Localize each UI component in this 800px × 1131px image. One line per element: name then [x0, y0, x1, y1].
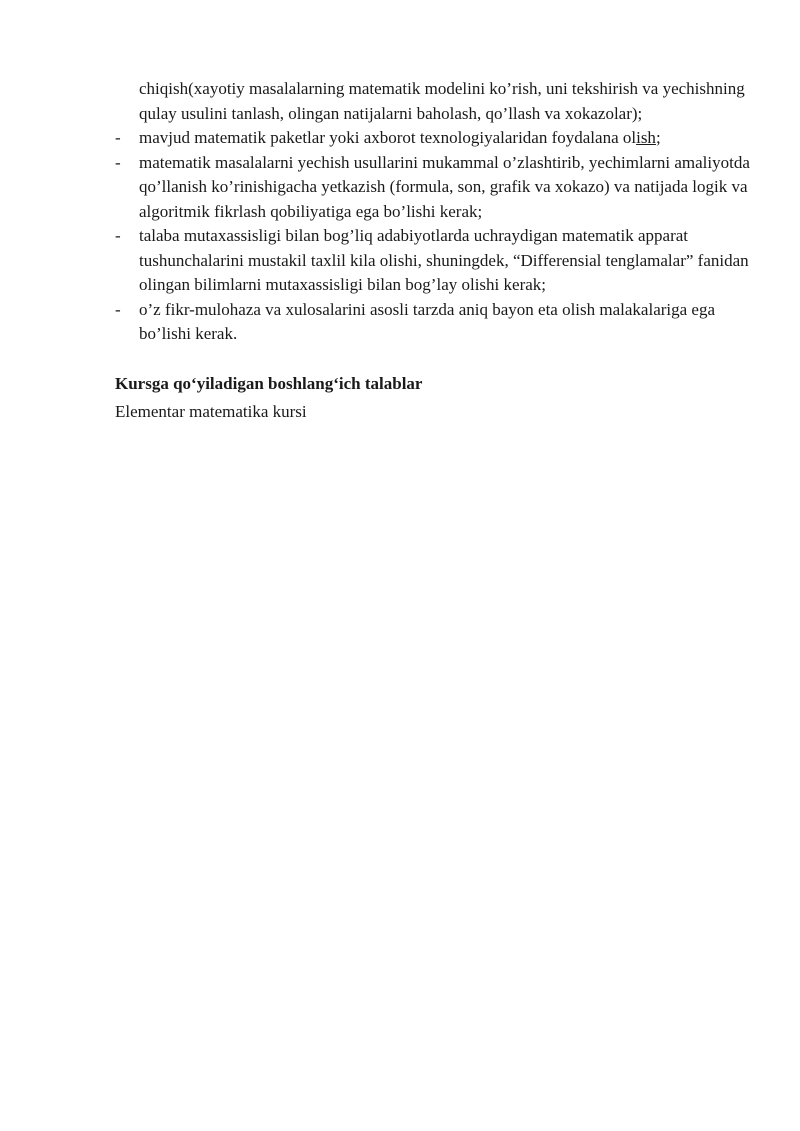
- section-heading: Kursga qo‘yiladigan boshlang‘ich talablar: [115, 373, 423, 393]
- document-content: [115, 77, 755, 425]
- list-item: [115, 126, 755, 151]
- list-item-text-end: ;: [655, 128, 661, 147]
- list-item: [115, 298, 755, 347]
- requirements-list: [115, 126, 755, 347]
- section-body: Elementar matematika kursi: [115, 402, 307, 421]
- list-item: [115, 224, 755, 298]
- list-item: [115, 151, 755, 225]
- bullet-dash: -: [115, 152, 121, 172]
- bullet-dash: -: [115, 226, 121, 245]
- list-item-text: o’z fikr-mulohaza va xulosalarini asosli tarzda aniq bayon eta olish malakalariga ega bo’lishi kerak.: [139, 299, 716, 343]
- bullet-dash: -: [115, 299, 121, 319]
- list-item-text: matematik masalalarni yechish usullarini mukammal o’zlashtirib, yechimlarni amaliyotda qo’llanish ko’rinishigacha yetkazish (formula, son, grafik va xokazo) va natijada logik va algoritmik fikrlash qobiliyatiga ega bo’lishi kerak;: [139, 152, 750, 221]
- list-item-text: talaba mutaxassisligi bilan bog’liq adabiyotlarda uchraydigan matematik apparat tushunchalarini mustakil taxlil kila olishi, shuningdek, “Differensial tenglamalar” fanidan olingan bilimlarni mutaxassisligi bilan bog’lay olishi kerak;: [139, 226, 749, 294]
- underlined-text: ish: [636, 128, 656, 147]
- list-item-text: mavjud matematik paketlar yoki axborot texnologiyalaridan foydalana ol: [139, 128, 637, 147]
- continuation-paragraph: chiqish(xayotiy masalalarning matematik modelini ko’rish, uni tekshirish va yechishning qulay usulini tanlash, olingan natijalarni baholash, qo’llash va xokazolar);: [139, 79, 745, 123]
- bullet-dash: -: [115, 128, 121, 147]
